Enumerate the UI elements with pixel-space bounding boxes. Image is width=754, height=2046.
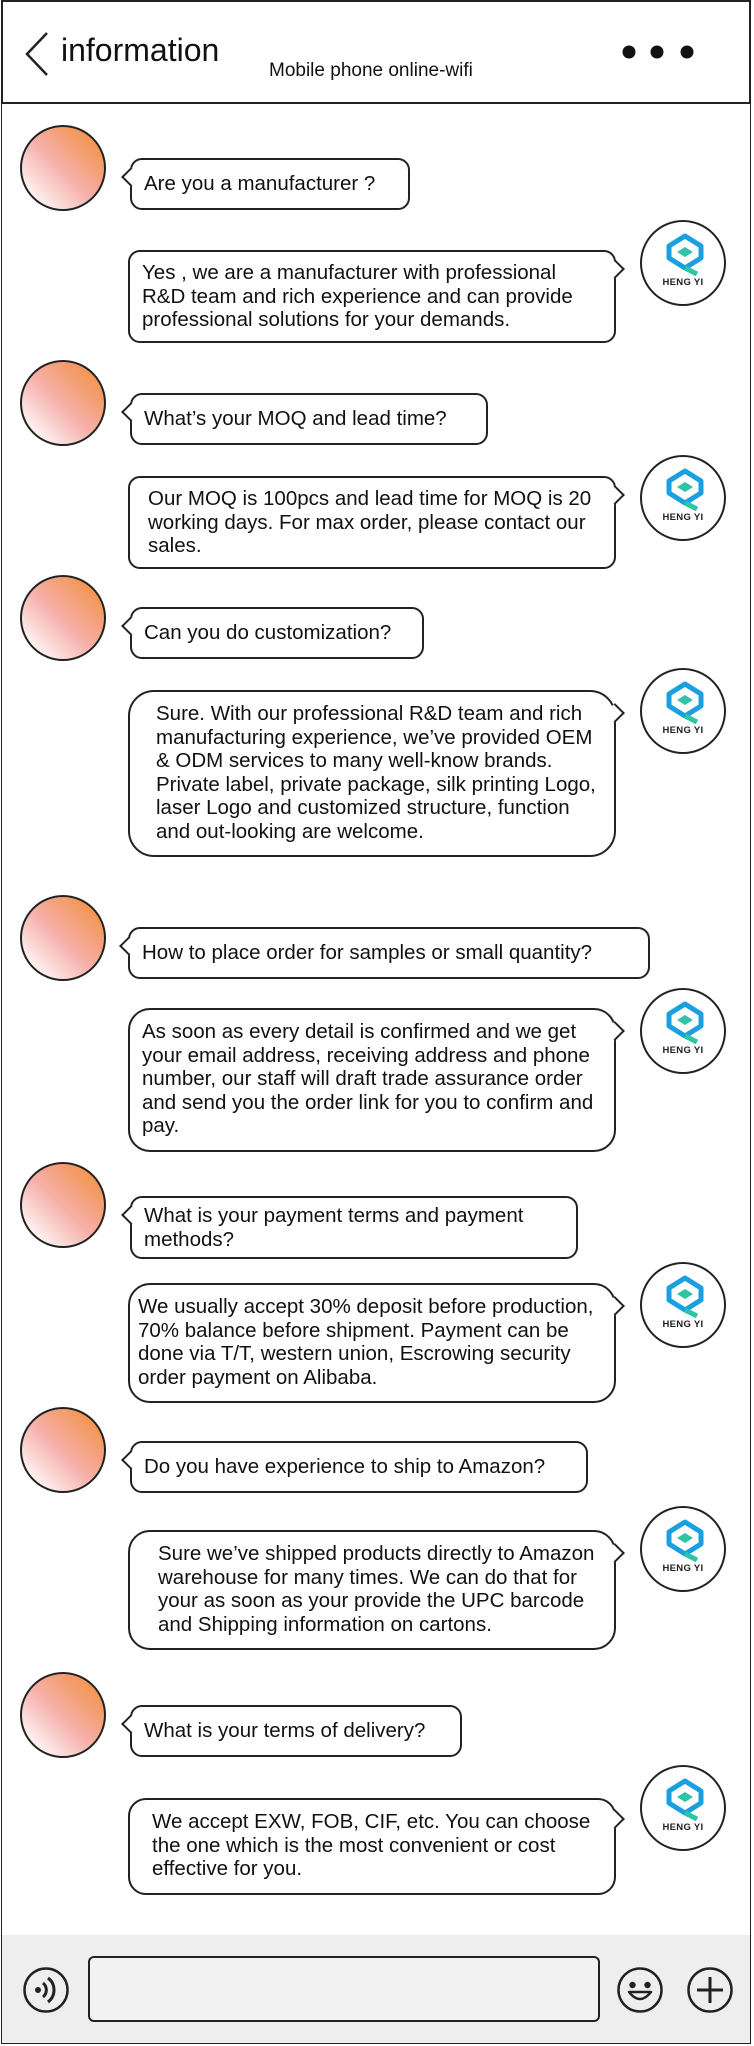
hengyi-logo-icon — [663, 232, 707, 276]
answer-bubble — [128, 1008, 616, 1152]
bot-avatar — [640, 988, 726, 1074]
message-input[interactable] — [88, 1956, 600, 2022]
user-avatar — [20, 1407, 106, 1493]
question-text: What’s your MOQ and lead time? — [144, 407, 447, 430]
logo-text: HENG YI — [662, 512, 704, 523]
more-options-icon[interactable] — [617, 42, 697, 62]
question-text: Do you have experience to ship to Amazon? — [144, 1455, 546, 1478]
user-avatar — [20, 125, 106, 211]
question-text: How to place order for samples or small quantity? — [142, 941, 593, 964]
logo-text: HENG YI — [662, 1045, 704, 1056]
question-bubble — [130, 607, 424, 659]
answer-bubble — [128, 1283, 616, 1403]
hengyi-logo-icon — [663, 467, 707, 511]
question-text: Are you a manufacturer ? — [144, 172, 376, 195]
answer-text: We usually accept 30% deposit before production, 70% balance before shipment. Payment can be done via T/T, western union, Escrowing security order payment on Alibaba. — [138, 1295, 594, 1389]
logo-text: HENG YI — [662, 1822, 704, 1833]
question-bubble — [130, 158, 410, 210]
logo-text: HENG YI — [662, 725, 704, 736]
user-avatar — [20, 1162, 106, 1248]
user-avatar — [20, 895, 106, 981]
page-title: information — [61, 32, 220, 68]
bot-avatar — [640, 1506, 726, 1592]
bot-avatar — [640, 220, 726, 306]
answer-bubble — [128, 1530, 616, 1650]
page-subtitle: Mobile phone online-wifi — [269, 60, 473, 81]
plus-icon[interactable] — [686, 1966, 734, 2014]
user-avatar — [20, 360, 106, 446]
answer-bubble — [128, 476, 616, 569]
question-bubble — [130, 1441, 588, 1493]
question-bubble — [130, 393, 488, 445]
logo-text: HENG YI — [662, 1563, 704, 1574]
logo-text: HENG YI — [662, 1319, 704, 1330]
question-text: What is your payment terms and payment methods? — [144, 1204, 524, 1251]
question-bubble — [130, 1705, 462, 1757]
emoji-icon[interactable] — [616, 1966, 664, 2014]
question-text: What is your terms of delivery? — [144, 1719, 426, 1742]
bot-avatar — [640, 1262, 726, 1348]
hengyi-logo-icon — [663, 1000, 707, 1044]
user-avatar — [20, 1672, 106, 1758]
answer-text: Sure. With our professional R&D team and rich manufacturing experience, we’ve provided OEM & ODM services to many well-know brands. Private label, private package, silk printing Logo, laser Logo and customized structure, function and out-looking are welcome. — [156, 702, 596, 843]
hengyi-logo-icon — [663, 680, 707, 724]
answer-text: As soon as every detail is confirmed and we get your email address, receiving address and phone number, our staff will draft trade assurance order and send you the order link for you to confirm and pay. — [142, 1020, 594, 1137]
chat-header — [1, 0, 751, 104]
bot-avatar — [640, 455, 726, 541]
bot-avatar — [640, 1765, 726, 1851]
hengyi-logo-icon — [663, 1777, 707, 1821]
question-text: Can you do customization? — [144, 621, 392, 644]
input-bar — [2, 1935, 750, 2043]
answer-bubble — [128, 1798, 616, 1895]
question-bubble — [130, 1196, 578, 1259]
answer-bubble — [128, 250, 616, 343]
hengyi-logo-icon — [663, 1274, 707, 1318]
answer-text: Sure we’ve shipped products directly to Amazon warehouse for many times. We can do that for your as soon as your provide the UPC barcode and Shipping information on cartons. — [158, 1542, 595, 1636]
answer-text: We accept EXW, FOB, CIF, etc. You can choose the one which is the most convenient or cost effective for you. — [152, 1810, 591, 1880]
answer-text: Our MOQ is 100pcs and lead time for MOQ is 20 working days. For max order, please contact our sales. — [148, 487, 592, 557]
answer-text: Yes , we are a manufacturer with professional R&D team and rich experience and can provide professional solutions for your demands. — [142, 261, 573, 331]
back-arrow-icon[interactable] — [23, 30, 53, 78]
logo-text: HENG YI — [662, 277, 704, 288]
bot-avatar — [640, 668, 726, 754]
question-bubble — [128, 927, 650, 979]
answer-bubble — [128, 690, 616, 857]
user-avatar — [20, 575, 106, 661]
hengyi-logo-icon — [663, 1518, 707, 1562]
voice-icon[interactable] — [22, 1966, 70, 2014]
